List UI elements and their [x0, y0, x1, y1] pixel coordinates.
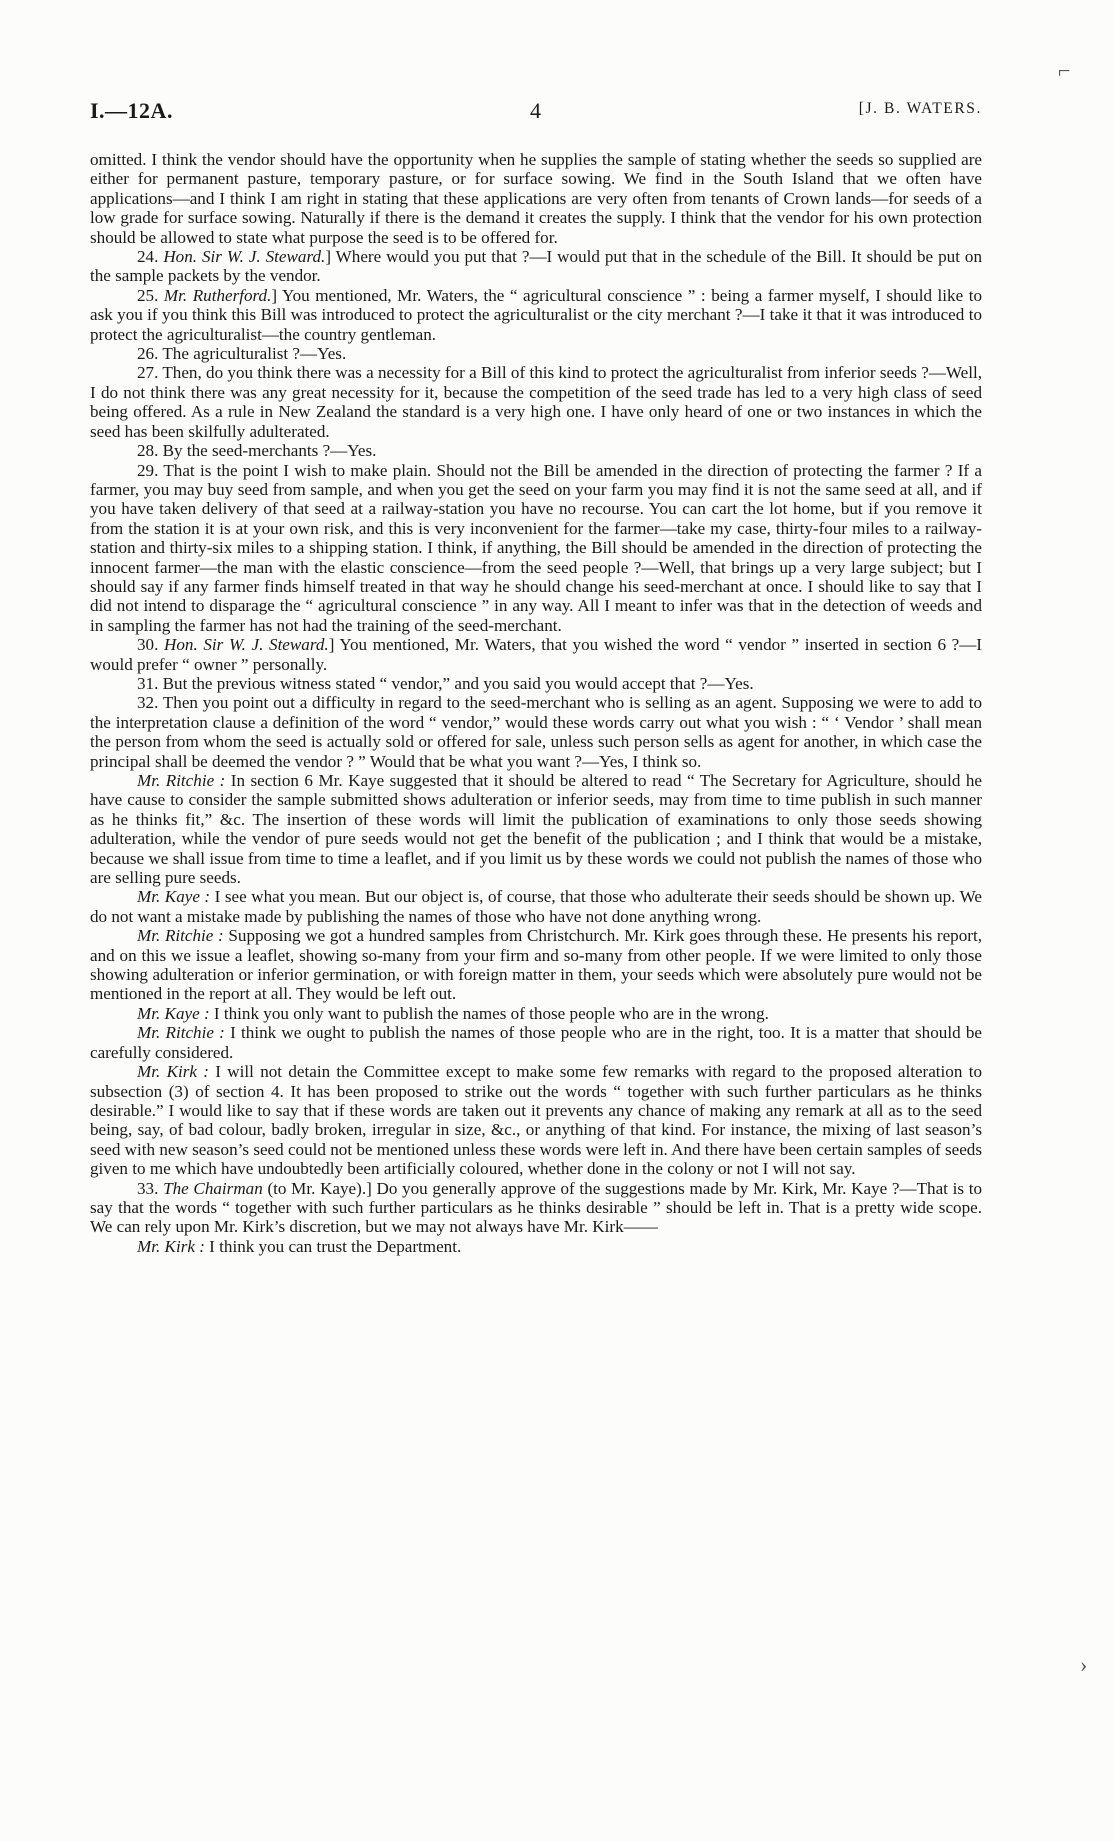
- speaker: Hon. Sir W. J. Steward.: [164, 635, 329, 655]
- speaker: Mr. Kirk :: [137, 1236, 205, 1256]
- paragraph-text: omitted. I think the vendor should have the opportunity when he supplies the sample of stating whether the seeds so supplied are either for permanent pasture, temporary pasture, or for surface sowing. We find in the South Island that we often have applications—and I think I am right in stating that these applications are very often from tenants of Crown lands—for seeds of a low grade for surface sowing. Naturally if there is the demand it creates the supply. I think that the vendor for his own protection should be allowed to state what purpose the seed is to be offered for.: [90, 150, 982, 247]
- paragraph: [90, 286, 982, 344]
- question-number: 26.: [137, 344, 163, 364]
- witness-name: [J. B. WATERS.: [858, 100, 982, 117]
- paragraph: [90, 887, 982, 926]
- paragraph-text: ] You mentioned, Mr. Waters, that you wished the word “ vendor ” inserted in section 6 ?—I would prefer “ owner ” personally.: [90, 635, 983, 674]
- paragraph: [90, 1237, 982, 1256]
- paragraph: [90, 344, 982, 363]
- paragraph-text: I think you only want to publish the names of those people who are in the wrong.: [209, 1003, 769, 1023]
- speaker: Mr. Kaye :: [137, 1003, 210, 1023]
- page-header: [90, 98, 982, 128]
- paragraph-text: Supposing we got a hundred samples from Christchurch. Mr. Kirk goes through these. He presents his report, and on this we issue a leaflet, showing so-many from your firm and so-many from other people. If we were limited to only those showing adulteration or inferior germination, or with foreign matter in them, your seeds which were absolutely pure would not be mentioned in the report at all. They would be left out.: [90, 926, 982, 1004]
- paragraph-text: ] Where would you put that ?—I would put that in the schedule of the Bill. It should be put on the sample packets by the vendor.: [90, 247, 982, 286]
- question-number: 31.: [137, 673, 163, 693]
- paragraph-text: I see what you mean. But our object is, of course, that those who adulterate their seeds should be shown up. We do not want a mistake made by publishing the names of those who have not done anything wrong.: [90, 887, 982, 926]
- question-number: 28.: [137, 441, 163, 461]
- speaker: Mr. Ritchie :: [137, 926, 224, 946]
- paragraph: [90, 441, 982, 460]
- paragraph: [90, 1062, 982, 1178]
- paragraph: [90, 674, 982, 693]
- paragraph-text: That is the point I wish to make plain. Should not the Bill be amended in the direction of protecting the farmer ? If a farmer, you may buy seed from sample, and when you get the seed on your farm you may find it is not the same seed at all, and if you have taken delivery of that seed at a railway-station you have no recourse. You can cart the lot home, but if you remove it from the station it is at your own risk, and this is very inconvenient for the farmer—take my case, thirty-four miles to a railway-station and thirty-six miles to a shipping station. I think, if anything, the Bill should be amended in the direction of protecting the innocent farmer—the man with the elastic conscience—from the seed people ?—Well, that brings up a very large subject; but I should say if any farmer finds himself treated in that way he should change his seed-merchant at once. I should like to say that I did not intend to disparage the “ agricultural conscience ” in any way. All I meant to infer was that in the detection of weeds and in sampling the farmer has not had the training of the seed-merchant.: [90, 460, 982, 635]
- question-number: 33.: [137, 1178, 164, 1198]
- page-number: 4: [530, 98, 541, 123]
- paragraph: [90, 363, 982, 441]
- paragraph-text: (to Mr. Kaye).] Do you generally approve of the suggestions made by Mr. Kirk, Mr. Kaye ?—That is to say that the words “ together with such further particulars as he thinks desirable ” should be left in. That is a pretty wide scope. We can rely upon Mr. Kirk’s discretion, but we may not always have Mr. Kirk——: [90, 1178, 983, 1237]
- speaker: Mr. Kaye :: [137, 887, 211, 907]
- speaker: The Chairman: [163, 1178, 263, 1198]
- paragraph: [90, 1004, 982, 1023]
- paragraph: [90, 1023, 982, 1062]
- question-number: 25.: [137, 285, 164, 305]
- paragraph: [90, 461, 982, 636]
- question-number: 24.: [137, 247, 164, 267]
- paragraph-text: The agriculturalist ?—Yes.: [162, 344, 347, 364]
- paragraph-text: Then, do you think there was a necessity for a Bill of this kind to protect the agriculturalist from inferior seeds ?—Well, I do not think there was any great necessity for it, because the competition of the seed trade has led to a very high class of seed being offered. As a rule in New Zealand the standard is a very high one. I have only heard of one or two instances in which the seed has been skilfully adulterated.: [90, 363, 982, 441]
- paragraph: [90, 771, 982, 887]
- paragraph-text: But the previous witness stated “ vendor,” and you said you would accept that ?—Yes.: [162, 673, 754, 693]
- paragraph: [90, 635, 982, 674]
- paragraph-text: I think you can trust the Department.: [204, 1236, 462, 1256]
- margin-mark: ⌐: [1058, 58, 1071, 83]
- paragraph: [90, 926, 982, 1004]
- paragraph: [90, 150, 982, 247]
- paragraph-text: In section 6 Mr. Kaye suggested that it should be altered to read “ The Secretary for Agriculture, should he have cause to consider the sample submitted shows adulteration or inferior seeds, may from time to time publish in such manner as he thinks fit,” &c. The insertion of these words will limit the publication of examinations to only those seeds showing adulteration, while the vendor of pure seeds would not get the benefit of the publication ; and I think that would be a mistake, because we shall issue from time to time a leaflet, and if you limit us by these words we could not publish the names of those who are selling pure seeds.: [90, 771, 982, 888]
- paragraph-text: I think we ought to publish the names of those people who are in the right, too. It is a matter that should be carefully considered.: [90, 1023, 982, 1062]
- paragraph: [90, 693, 982, 771]
- paragraph-text: ] You mentioned, Mr. Waters, the “ agricultural conscience ” : being a farmer myself, I should like to ask you if you think this Bill was introduced to protect the agriculturalist or the city merchant ?—I take it that it was introduced to protect the agriculturalist—the country gentleman.: [90, 285, 983, 344]
- minutes-body: [90, 150, 982, 1256]
- paragraph-text: By the seed-merchants ?—Yes.: [162, 441, 377, 461]
- margin-mark: ›: [1080, 1652, 1088, 1677]
- question-number: 29.: [137, 460, 164, 480]
- paragraph-text: I will not detain the Committee except to make some few remarks with regard to the proposed alteration to subsection (3) of section 4. It has been proposed to strike out the words “ together with such further particulars as he thinks desirable.” I would like to say that if these words are taken out it prevents any chance of making any remark at all as to the seed being, say, of bad colour, badly broken, irregular in size, &c., or anything of that kind. For instance, the mixing of last season’s seed with new season’s seed could not be mentioned unless these words were left in. And there have been certain samples of seeds given to me which have undoubtedly been artificially coloured, whether done in the colony or not I will not say.: [90, 1062, 983, 1179]
- speaker: Hon. Sir W. J. Steward.: [163, 247, 326, 267]
- paragraph: [90, 1179, 982, 1237]
- question-number: 30.: [137, 635, 165, 655]
- speaker: Mr. Rutherford.: [163, 285, 272, 305]
- question-number: 32.: [137, 693, 163, 713]
- document-reference: I.—12A.: [90, 98, 173, 123]
- speaker: Mr. Ritchie :: [137, 1023, 225, 1043]
- paragraph: [90, 247, 982, 286]
- speaker: Mr. Ritchie :: [137, 771, 226, 790]
- question-number: 27.: [137, 363, 163, 383]
- speaker: Mr. Kirk :: [137, 1062, 209, 1082]
- paragraph-text: Then you point out a difficulty in regard to the seed-merchant who is selling as an agent. Supposing we were to add to the interpretation clause a definition of the word “ vendor,” would these words carry out what you wish : “ ‘ Vendor ’ shall mean the person from whom the seed is actually sold or offered for sale, unless such person sells as agent for another, in which case the principal shall be deemed the vendor ? ” Would that be what you want ?—Yes, I think so.: [90, 693, 982, 771]
